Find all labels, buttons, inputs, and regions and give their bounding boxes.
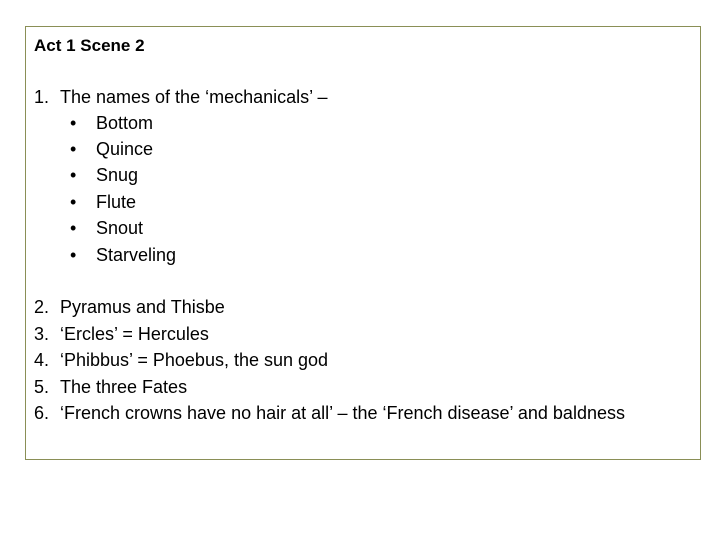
bullet-icon: • bbox=[70, 165, 77, 185]
item-text: Pyramus and Thisbe bbox=[60, 297, 225, 317]
scene-heading: Act 1 Scene 2 bbox=[34, 36, 145, 55]
bullet-icon: • bbox=[70, 192, 77, 212]
bullet-icon: • bbox=[70, 245, 77, 265]
item-number: 2. bbox=[34, 297, 50, 317]
item-text: ‘Ercles’ = Hercules bbox=[60, 324, 209, 344]
item-text: The names of the ‘mechanicals’ – bbox=[60, 87, 328, 107]
item-text: ‘French crowns have no hair at all’ – the ‘French disease’ and baldness bbox=[60, 403, 625, 423]
item-text: The three Fates bbox=[60, 377, 188, 397]
content-box bbox=[25, 26, 701, 460]
bullet-text: Quince bbox=[96, 139, 154, 159]
item-number: 3. bbox=[34, 324, 50, 344]
bullet-text: Snout bbox=[96, 218, 144, 238]
item-number: 5. bbox=[34, 377, 50, 397]
bullet-icon: • bbox=[70, 113, 77, 133]
bullet-text: Starveling bbox=[96, 245, 177, 265]
bullet-text: Bottom bbox=[96, 113, 154, 133]
item-number: 4. bbox=[34, 350, 50, 370]
bullet-icon: • bbox=[70, 218, 77, 238]
item-number: 6. bbox=[34, 403, 50, 423]
bullet-icon: • bbox=[70, 139, 77, 159]
bullet-text: Snug bbox=[96, 165, 139, 185]
bullet-text: Flute bbox=[96, 192, 137, 212]
item-number: 1. bbox=[34, 87, 50, 107]
item-text: ‘Phibbus’ = Phoebus, the sun god bbox=[60, 350, 329, 370]
